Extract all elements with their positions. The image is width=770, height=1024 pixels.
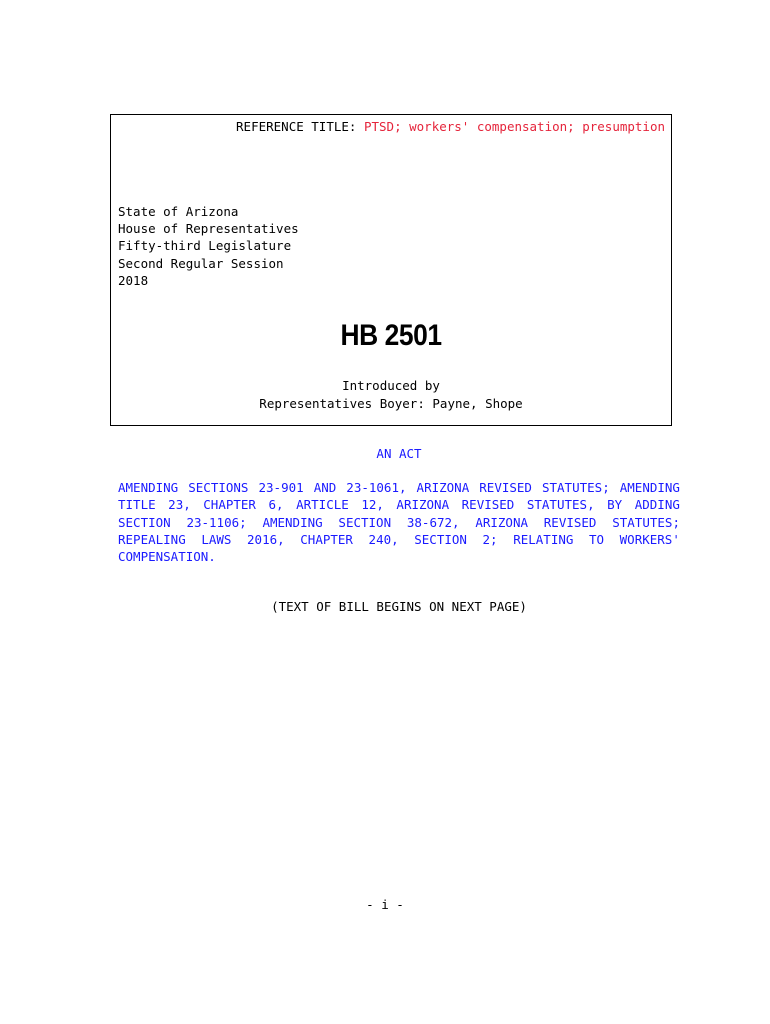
reference-title-value: PTSD; workers' compensation; presumption <box>363 119 665 134</box>
act-word: ADDING <box>634 497 680 513</box>
act-word: SECTIONS <box>188 480 249 495</box>
act-word: 23-1106; <box>186 514 247 530</box>
act-word: COMPENSATION. <box>118 549 216 565</box>
act-word: 38-672, <box>406 514 460 530</box>
act-word: STATUTES; <box>541 480 610 495</box>
introduced-by-label: Introduced by <box>342 378 440 393</box>
chamber-line: House of Representatives <box>118 221 299 237</box>
act-word: STATUTES, <box>526 497 595 513</box>
act-word: REVISED <box>479 480 532 495</box>
act-word: AMENDING <box>262 514 323 530</box>
legislature-info <box>118 203 299 289</box>
act-description <box>118 479 680 565</box>
act-word: STATUTES; <box>612 514 680 530</box>
page-number: - i - <box>366 897 404 912</box>
year-line: 2018 <box>118 272 149 288</box>
act-word: CHAPTER <box>203 497 256 513</box>
act-word: ARIZONA <box>416 480 470 495</box>
act-word: REVISED <box>543 514 597 530</box>
legislature-line: Fifty-third Legislature <box>118 238 292 254</box>
act-word: TO <box>589 531 605 547</box>
act-word: TITLE <box>118 497 156 513</box>
act-word: RELATING <box>513 531 574 547</box>
act-line <box>118 496 680 513</box>
act-word: REVISED <box>461 497 515 513</box>
act-word: 23-901 <box>258 480 304 495</box>
act-line <box>118 548 680 565</box>
act-word: SECTION <box>414 531 467 547</box>
act-word: 240, <box>368 531 399 547</box>
act-word: SECTION <box>118 514 171 530</box>
act-word: AND <box>313 480 337 495</box>
act-word: ARTICLE <box>296 497 349 513</box>
text-begins-note: (TEXT OF BILL BEGINS ON NEXT PAGE) <box>271 599 527 614</box>
act-word: AMENDING <box>118 480 179 495</box>
session-line: Second Regular Session <box>118 255 284 271</box>
act-word: ARIZONA <box>475 514 529 530</box>
act-line <box>118 514 680 531</box>
act-word: 12, <box>361 497 384 513</box>
act-word: 23, <box>168 497 191 513</box>
sponsors: Representatives Boyer: Payne, Shope <box>259 395 523 411</box>
act-word: WORKERS' <box>619 531 680 547</box>
act-word: CHAPTER <box>300 531 353 547</box>
reference-title <box>111 119 665 134</box>
act-word: 2016, <box>247 531 285 547</box>
act-word: AMENDING <box>619 480 680 495</box>
act-line <box>118 479 680 496</box>
act-word: 6, <box>268 497 284 513</box>
act-word: REPEALING <box>118 531 186 547</box>
act-word: BY <box>607 497 623 513</box>
reference-title-label: REFERENCE TITLE: <box>236 119 357 134</box>
act-word: 2; <box>482 531 498 547</box>
act-line <box>118 531 680 548</box>
title-box <box>110 114 672 426</box>
act-word: ARIZONA <box>396 497 450 513</box>
act-word: SECTION <box>338 514 392 530</box>
act-heading: AN ACT <box>376 446 422 461</box>
bill-number: HB 2501 <box>340 319 442 352</box>
act-word: LAWS <box>201 531 232 547</box>
state-line: State of Arizona <box>118 204 239 219</box>
act-word: 23-1061, <box>346 480 407 495</box>
introduced-by <box>111 377 671 412</box>
